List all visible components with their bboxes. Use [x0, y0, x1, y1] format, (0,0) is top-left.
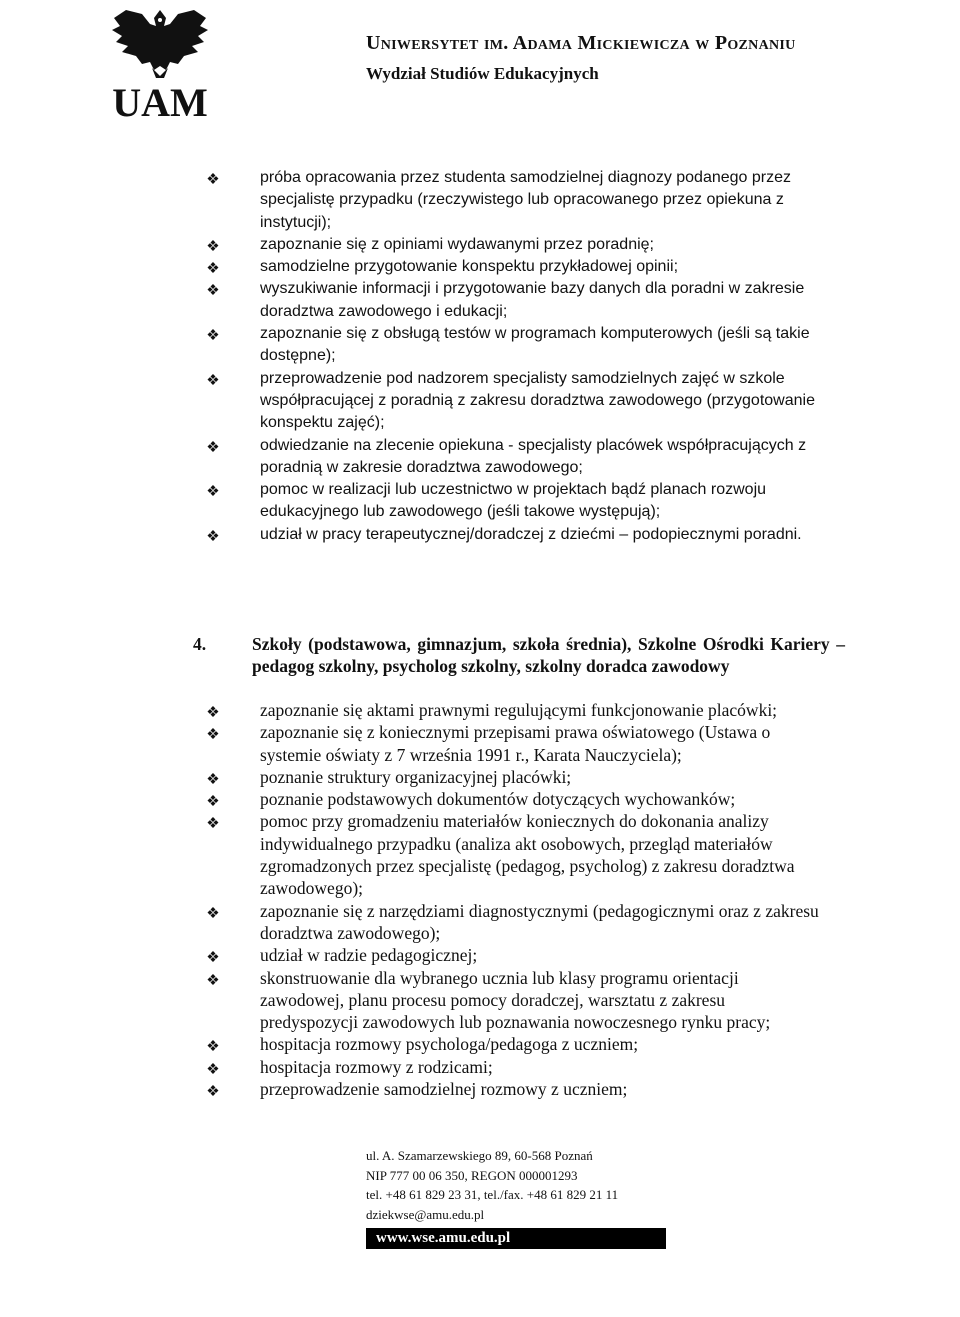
list-item: ❖ zapoznanie się z koniecznymi przepisami prawa oświatowego (Ustawa o systemie oświaty z 7 września 1991 r., Karata Nauczyciela);: [0, 721, 960, 766]
list-item: ❖ próba opracowania przez studenta samodzielnej diagnozy podanego przez specjalistę przypadku (rzeczywistego lub opracowanego przez opiekuna z instytucji);: [0, 167, 960, 234]
diamond-bullet-icon: ❖: [206, 237, 220, 255]
footer-nip: NIP 777 00 06 350, REGON 000001293: [366, 1167, 578, 1183]
section-4-task-list: [0, 699, 960, 1100]
list-item: ❖ udział w pracy terapeutycznej/doradczej z dziećmi – podopiecznymi poradni.: [0, 524, 960, 546]
diamond-bullet-icon: ❖: [206, 905, 220, 922]
diamond-bullet-icon: ❖: [206, 371, 220, 389]
list-item: ❖ skonstruowanie dla wybranego ucznia lub klasy programu orientacji zawodowej, planu procesu pomocy doradczej, warsztatu z zakresu predyspozycji zawodowych lub poznawania nowoczesnego rynku pracy;: [0, 967, 960, 1034]
diamond-bullet-icon: ❖: [206, 794, 220, 811]
diamond-bullet-icon: ❖: [206, 1084, 220, 1101]
footer-contact: [366, 1146, 618, 1224]
intro-task-list: [0, 167, 960, 546]
diamond-bullet-icon: ❖: [206, 727, 220, 744]
section-title: Szkoły (podstawowa, gimnazjum, szkoła średnia), Szkolne Ośrodki Kariery – pedagog szkolny, psycholog szkolny, szkolny doradca zawodowy: [252, 634, 845, 677]
diamond-bullet-icon: ❖: [206, 1061, 220, 1078]
footer-address: ul. A. Szamarzewskiego 89, 60-568 Poznań: [366, 1148, 593, 1163]
diamond-bullet-icon: ❖: [206, 950, 220, 967]
footer-email[interactable]: dziekwse@amu.edu.pl: [366, 1206, 485, 1222]
list-item: ❖ hospitacja rozmowy psychologa/pedagoga z uczniem;: [0, 1033, 960, 1055]
svg-text:UAM: UAM: [112, 80, 208, 122]
university-name: Uniwersytet im. Adama Mickiewicza w Poznaniu: [366, 32, 796, 54]
website-link[interactable]: www.wse.amu.edu.pl: [376, 1230, 511, 1246]
diamond-bullet-icon: ❖: [206, 771, 220, 788]
diamond-bullet-icon: ❖: [206, 327, 220, 345]
list-item: ❖ hospitacja rozmowy z rodzicami;: [0, 1056, 960, 1078]
list-item: ❖ pomoc przy gromadzeniu materiałów koniecznych do dokonania analizy indywidualnego przypadku (analiza akt osobowych, przegląd materiałów zgromadzonych przez specjalistę (pedagog, psycholog) z zakresu doradztwa zawodowego);: [0, 810, 960, 899]
list-item: ❖ zapoznanie się aktami prawnymi regulującymi funkcjonowanie placówki;: [0, 699, 960, 721]
university-logo: [108, 6, 212, 122]
list-item: ❖ samodzielne przygotowanie konspektu przykładowej opinii;: [0, 256, 960, 278]
list-item: ❖ poznanie struktury organizacyjnej placówki;: [0, 766, 960, 788]
footer-phone: tel. +48 61 829 23 31, tel./fax. +48 61 829 21 11: [366, 1187, 619, 1202]
list-item: ❖ zapoznanie się z narzędziami diagnostycznymi (pedagogicznymi oraz z zakresu doradztwa zawodowego);: [0, 900, 960, 945]
diamond-bullet-icon: ❖: [206, 171, 220, 188]
department-name: Wydział Studiów Edukacyjnych: [366, 64, 599, 83]
list-item: ❖ przeprowadzenie samodzielnej rozmowy z uczniem;: [0, 1078, 960, 1100]
list-item: ❖ zapoznanie się z opiniami wydawanymi przez poradnię;: [0, 234, 960, 256]
diamond-bullet-icon: ❖: [206, 282, 220, 300]
list-item: ❖ udział w radzie pedagogicznej;: [0, 944, 960, 966]
list-item: ❖ odwiedzanie na zlecenie opiekuna - specjalisty placówek współpracujących z poradnią w zakresie doradztwa zawodowego;: [0, 435, 960, 480]
diamond-bullet-icon: ❖: [206, 705, 220, 721]
list-item: ❖ poznanie podstawowych dokumentów dotyczących wychowanków;: [0, 788, 960, 810]
list-item: ❖ pomoc w realizacji lub uczestnictwo w projektach bądź planach rozwoju edukacyjnego lub zawodowego (jeśli takowe występują);: [0, 479, 960, 524]
diamond-bullet-icon: ❖: [206, 260, 220, 278]
section-4-heading: [0, 633, 960, 678]
footer-website-bar: [366, 1228, 666, 1249]
diamond-bullet-icon: ❖: [206, 483, 220, 501]
diamond-bullet-icon: ❖: [206, 1039, 220, 1056]
diamond-bullet-icon: ❖: [206, 438, 220, 456]
list-item: ❖ przeprowadzenie pod nadzorem specjalisty samodzielnych zajęć w szkole współpracującej z poradnią z zakresu doradztwa zawodowego (przygotowanie konspektu zajęć);: [0, 368, 960, 435]
diamond-bullet-icon: ❖: [206, 816, 220, 833]
diamond-bullet-icon: ❖: [206, 527, 220, 545]
list-item: ❖ wyszukiwanie informacji i przygotowanie bazy danych dla poradni w zakresie doradztwa zawodowego i edukacji;: [0, 278, 960, 323]
list-item: ❖ zapoznanie się z obsługą testów w programach komputerowych (jeśli są takie dostępne);: [0, 323, 960, 368]
diamond-bullet-icon: ❖: [206, 972, 220, 989]
section-number: 4.: [193, 634, 207, 654]
eagle-emblem-icon: [108, 6, 212, 122]
